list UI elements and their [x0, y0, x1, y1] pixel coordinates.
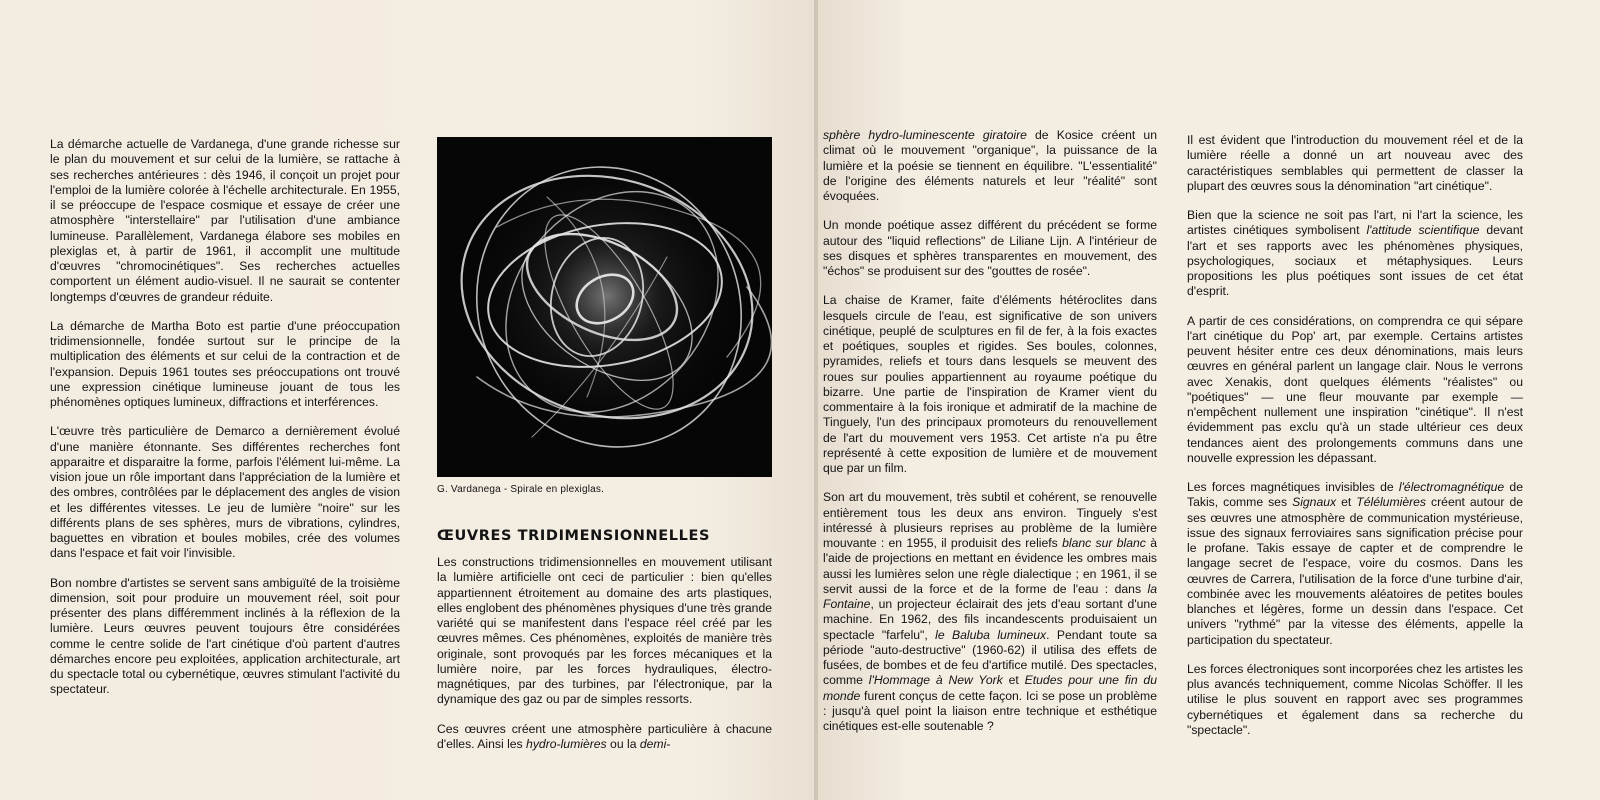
paragraph-constructions: Les constructions tridimensionnelles en mouvement utilisant la lumière artificielle ont ceci de particulier : bien qu'elles appartiennent étroitement au domaine des arts plastiques, elles englobent des phénomènes physiques d'une très grande variété qui se manifestent dans l'espace réel créé par les œuvres mêmes. Ces phénomènes, exploités de manière très originale, sont provoqués par les forces mécaniques et la lumière noire, par les forces hydrauliques, électro-magnétiques, par des turbines, par l'électronique, par la dynamique des gaz ou par de simples ressorts.: [437, 555, 773, 707]
paragraph-third-dimension: Bon nombre d'artistes se servent sans ambiguïté de la troisième dimension, soit pour produire un mouvement réel, soit pour présenter des plans différemment inclinés à la réflexion de la lumière. Leurs œuvres peuvent toujours être considérées comme le centre solide de l'art cinétique d'où partent d'autres démarches encore peu exploitées, application architecturale, art du spectacle total ou cybernétique, œuvres stimulant l'activité du spectateur.: [50, 575, 400, 697]
paragraph-martha-boto: La démarche de Martha Boto est partie d'une préoccupation tridimensionnelle, fondée surtout sur le principe de la multiplication des éléments et sur celui de la contraction et de l'expansion. Depuis 1961 toutes ses préoccupations ont trouvé une expression cinétique lumineuse jouant de tous les phénomènes optiques lumineux, diffractions et interférences.: [50, 318, 400, 409]
paragraph-takis: Les forces magnétiques invisibles de l'électromagnétique de Takis, comme ses Signaux et Télélumières créent autour de ses œuvres une atmosphère de communication mystérieuse, issue des signaux ferroviaires sans signification précise pour le profane. Takis essaye de capter et de comprendre le langage secret de l'espace, voire du cosmos. Dans les œuvres de Carrera, l'utilisation de la force d'une turbine d'air, combinée avec les mouvements aléatoires de petites boules blanches et légères, forme un dessin dans l'espace. Cet univers "rythmé" par la vitesse des éléments, appelle la participation du spectateur.: [1187, 480, 1523, 647]
paragraph-vardanega: La démarche actuelle de Vardanega, d'une grande richesse sur le plan du mouvement et sur celui de la lumière, se rattache à ses recherches antérieures : dès 1946, il conçoit un projet pour l'emploi de la lumière colorée à l'échelle architecturale. En 1955, il se préoccupe de l'espace cosmique et essaye de créer une atmosphère "interstellaire" par l'utilisation d'une ambiance lumineuse. Parallèlement, Vardanega élabore ses mobiles en plexiglas et, à partir de 1961, il accomplit une multitude d'œuvres "chromocinétiques". Ses recherches actuelles comportent un élément audio-visuel. Il ne saurait se contenter longtemps d'œuvres de grandeur réduite.: [50, 137, 400, 304]
paragraph-schoffer: Les forces électroniques sont incorporées chez les artistes les plus avancés techniquement, comme Nicolas Schöffer. Il les utilise le plus souvent en rapport avec ses programmes cybernétiques et également dans sa recherche du "spectacle".: [1187, 661, 1523, 737]
text-column-2: [437, 555, 772, 752]
text-column-3: [823, 128, 1157, 734]
paragraph-science: Bien que la science ne soit pas l'art, ni l'art la science, les artistes cinétiques symbolisent l'attitude scientifique devant l'art et ses rapports avec les phénomènes physiques, psychologiques, sociaux et métaphysiques. Leurs propositions les plus poétiques sont issues de cet état d'esprit.: [1187, 208, 1523, 299]
paragraph-atmosphere: Ces œuvres créent une atmosphère particulière à chacune d'elles. Ainsi les hydro-lumières ou la demi-: [437, 721, 772, 751]
paragraph-tinguely: Son art du mouvement, très subtil et cohérent, se renouvelle entièrement tous les deux ans environ. Tinguely s'est intéressé à plusieurs reprises au problème de la lumière mouvante : en 1955, il produisit des reliefs blanc sur blanc à l'aide de projections en mettant en évidence les ombres mais aussi les lumières selon une règle dialectique ; en 1961, il se servit aussi de la force et de la forme de l'eau : dans la Fontaine, un projecteur éclairait des jets d'eau sortant d'une machine. En 1962, des fils incandescents produisaient un spectacle "farfelu", le Baluba lumineux. Pendant toute sa période "auto-destructive" (1960-62) il utilisa des effets de fusées, de bombes et de feu d'artifice mutilé. Des spectacles, comme l'Hommage à New York et Etudes pour une fin du monde furent conçus de cette façon. Ici se pose un problème : jusqu'à quel point la liaison entre technique et esthétique cinétiques est-elle soutenable ?: [823, 490, 1158, 733]
paragraph-demarco: L'œuvre très particulière de Demarco a dernièrement évolué d'une manière étonnante. Ses différentes recherches font apparaitre et disparaitre la forme, parfois l'élément lui-même. La vision joue un rôle important dans l'appréciation de la lumière et des ombres, contrôlées par le déplacement des angles de vision et les différentes vitesses. Le jeu de lumière "noire" sur les différents plans de ses sphères, murs de vibrations, cylindres, baguettes en vibration et boules mobiles, crée des volumes dans l'espace et fait voir l'invisible.: [50, 424, 400, 561]
paragraph-art-cinetique: Il est évident que l'introduction du mouvement réel et de la lumière réelle a donné un art nouveau avec des caractéristiques semblables qui permettent de classer la plupart des œuvres sous la dénomination "art cinétique".: [1187, 133, 1523, 193]
paragraph-kramer: La chaise de Kramer, faite d'éléments hétéroclites dans lesquels circule de l'eau, est significative de son univers cinétique, peuplé de sculptures en fil de fer, à la fois exactes et poétiques, souples et rigides. Ses boules, colonnes, pyramides, reliefs et tours dans lesquels se meuvent des roues sur poulies appartiennent au royaume poétique du bizarre. Une partie de l'inspiration de Kramer vient du commentaire à la fois ironique et admiratif de la machine de Tinguely, l'un des principaux promoteurs du renouvellement de l'art du mouvement vers 1953. Cet artiste n'a pu être représenté à cette exposition de lumière et de mouvement que par un film.: [823, 293, 1157, 475]
section-heading: ŒUVRES TRIDIMENSIONNELLES: [437, 528, 710, 544]
text-column-1: [50, 137, 400, 698]
paragraph-liliane-lijn: Un monde poétique assez différent du précédent se forme autour des "liquid reflections" de Liliane Lijn. A l'intérieur de ses disques et sphères transparentes en mouvement, des "échos" se produisent sur des "gouttes de rosée".: [823, 218, 1157, 278]
text-column-4: [1187, 133, 1523, 738]
paragraph-pop-art: A partir de ces considérations, on comprendra ce qui sépare l'art cinétique du Pop' art, par exemple. Certains artistes peuvent hésiter entre ces deux dénominations, mais leurs œuvres en général parlent un langage clair. Nous le verrons avec Xenakis, dont quelques éléments "réalistes" ou "poétiques" — une fleur mouvante par exemple — n'empêchent nullement une inspiration "cinétique". Il n'est évidemment pas exclu qu'à un stade ultérieur ces deux tendances aient des prolongements communs dans une nouvelle expression les dépassant.: [1187, 313, 1523, 465]
spiral-plexiglas-photo: [437, 137, 772, 477]
paragraph-kosice: sphère hydro-luminescente giratoire de Kosice créent un climat où le mouvement "organique", la puissance de la lumière et la poésie se tiennent en équilibre. "L'essentialité" de l'origine des éléments naturels et leur "réalité" sont évoquées.: [823, 128, 1157, 203]
right-page: [818, 0, 1600, 800]
photo-caption: G. Vardanega - Spirale en plexiglas.: [437, 484, 605, 495]
